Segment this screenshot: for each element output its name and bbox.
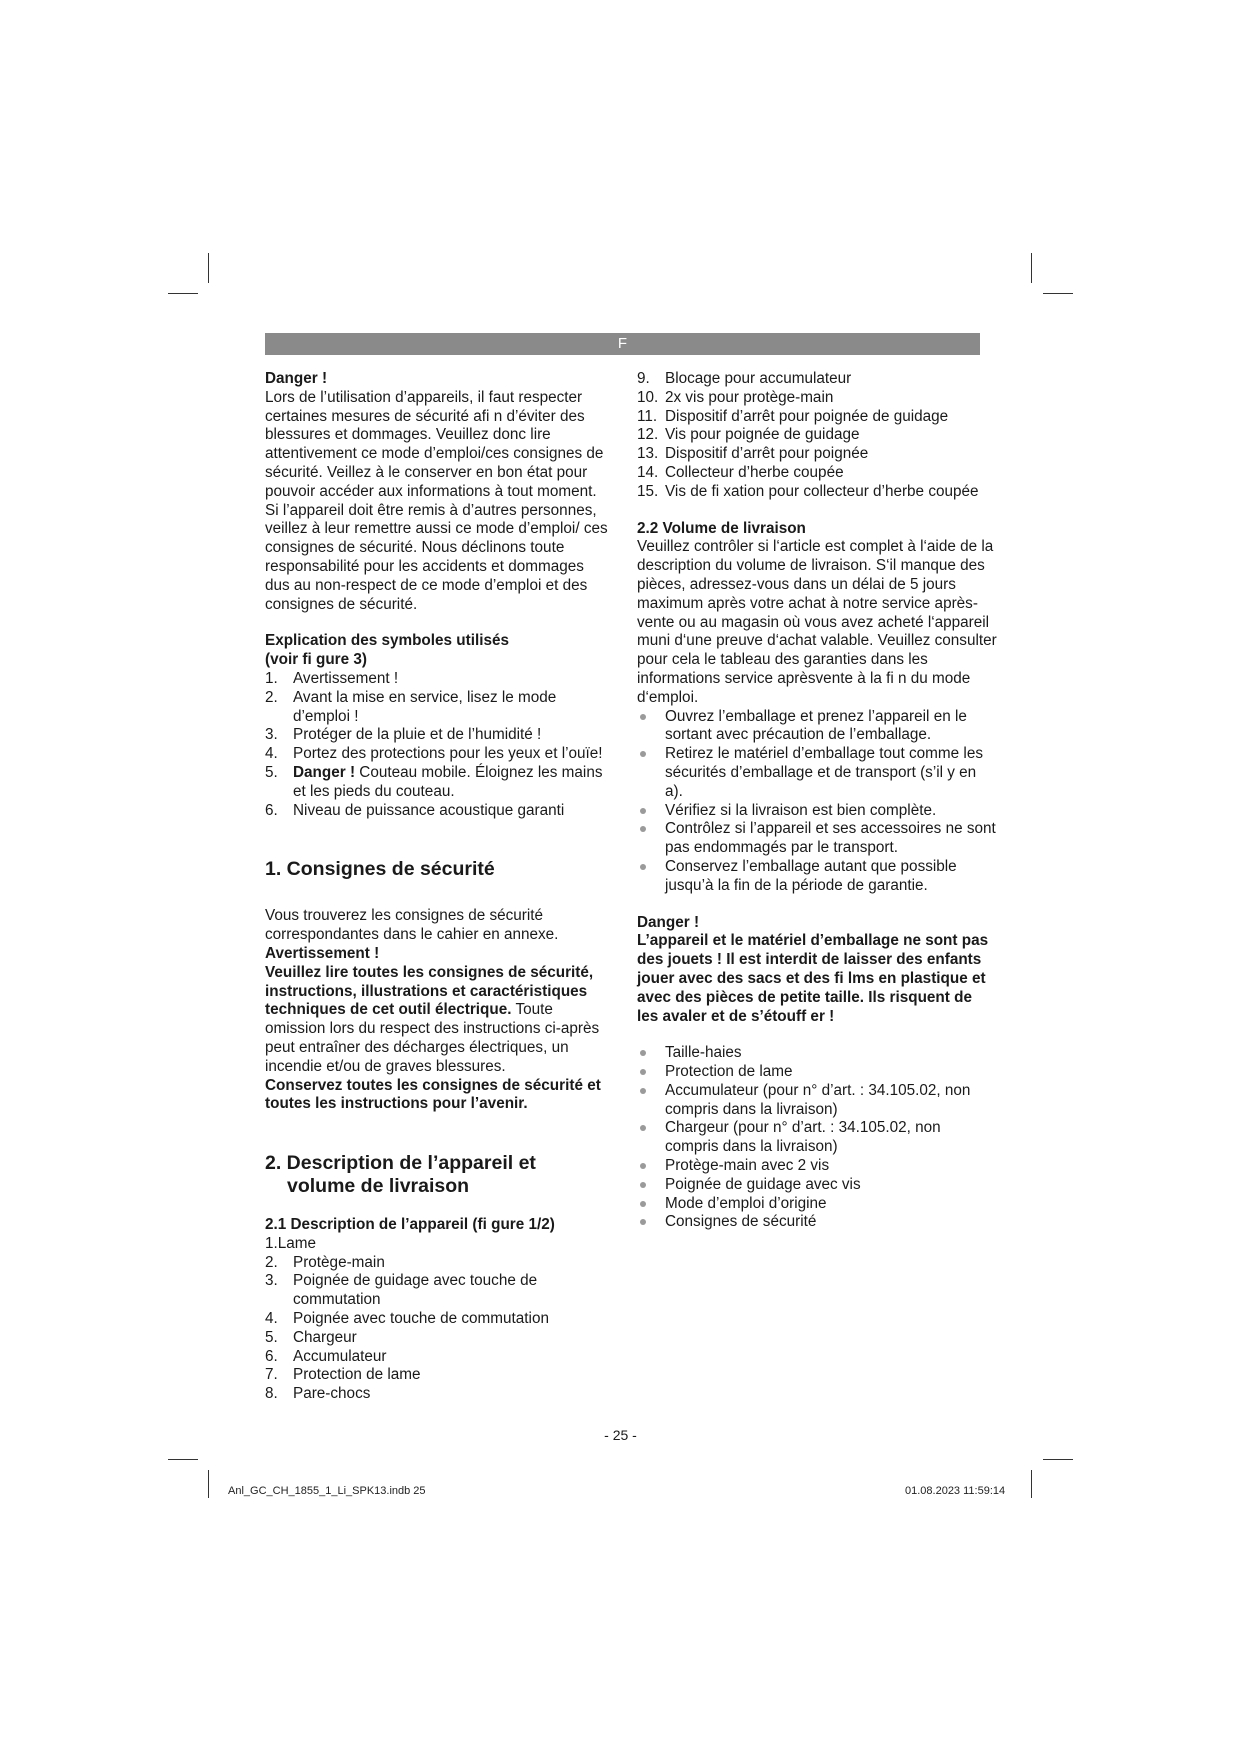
list-item: 7. Protection de lame — [265, 1366, 421, 1384]
section-2-title: 2. Description de l’appareil et volume de livraison — [265, 1152, 536, 1198]
list-item: 13. Dispositif d’arrêt pour poignée — [637, 445, 869, 463]
list-item: Taille-haies — [637, 1044, 997, 1063]
list-item: 6. Niveau de puissance acoustique garanti — [265, 801, 565, 819]
crop-mark — [168, 293, 198, 294]
list-item: Poignée de guidage avec vis — [637, 1176, 997, 1195]
list-item: Mode d’emploi d’origine — [637, 1195, 997, 1214]
list-item: Chargeur (pour n° d’art. : 34.105.02, non compris dans la livraison) — [637, 1119, 997, 1157]
list-item: 1.Lame — [265, 1234, 317, 1252]
danger-2-paragraph: L’appareil et le matériel d’emballage ne sont pas des jouets ! Il est interdit de laisser des enfants jouer avec des sacs et des fi lms en plastique et avec des pièces de petite taille. Ils risquent de les avaler et de s’étouff er ! — [637, 932, 989, 1025]
footer-file-name: Anl_GC_CH_1855_1_Li_SPK13.indb 25 — [228, 1485, 426, 1497]
list-item: 14. Collecteur d’herbe coupée — [637, 463, 844, 481]
danger-paragraph: Lors de l’utilisation d’appareils, il faut respecter certaines mesures de sécurité afi n d’éviter des blessures et dommages. Veuillez donc lire attentivement ce mode d’emploi/ces consignes de sécurité. Veillez à le conserver en bon état pour pouvoir accéder aux informations à tout moment. Si l’appareil doit être remis à d’autres personnes, veillez à leur remettre aussi ce mode d’emploi/ ces consignes de sécurité. Nous déclinons toute responsabilité pour les accidents et dommages dus au non-respect de ce mode d’emploi et des consignes de sécurité. — [265, 388, 608, 613]
list-item: Conservez l’emballage autant que possible jusqu’à la fin de la période de garantie. — [637, 858, 997, 896]
crop-mark — [1031, 1470, 1032, 1498]
unpacking-steps-list — [637, 708, 997, 896]
page-number: - 25 - — [604, 1427, 637, 1443]
crop-mark — [208, 253, 209, 283]
list-item: Contrôlez si l’appareil et ses accessoires ne sont pas endommagés par le transport. — [637, 820, 997, 858]
parts-list-continued — [637, 370, 997, 502]
danger-heading: Danger ! — [265, 370, 328, 387]
symbols-list — [265, 670, 610, 820]
list-item: 11. Dispositif d’arrêt pour poignée de guidage — [637, 407, 949, 425]
list-item: 9. Blocage pour accumulateur — [637, 370, 852, 387]
list-item: 10. 2x vis pour protège-main — [637, 388, 834, 406]
section-1-title: 1. Consignes de sécurité — [265, 858, 495, 881]
list-item: 2. Avant la mise en service, lisez le mode d’emploi ! — [265, 688, 557, 725]
list-item: Consignes de sécurité — [637, 1213, 997, 1232]
list-item: Ouvrez l’emballage et prenez l’appareil en le sortant avec précaution de l’emballage. — [637, 708, 997, 746]
language-header-bar: F — [265, 333, 980, 355]
list-item: 3. Protéger de la pluie et de l’humidité ! — [265, 726, 542, 744]
symbols-subheading: (voir fi gure 3) — [265, 651, 367, 669]
warning-paragraph: Veuillez lire toutes les consignes de sécurité, instructions, illustrations et caractéristiques techniques de cet outil électrique. Toute omission lors du respect des instructions ci-après peut entraîner des décharges électriques, un incendie et/ou de graves blessures. — [265, 963, 600, 1075]
delivery-paragraph: Veuillez contrôler si l‘article est complet à l‘aide de la description du volume de livraison. S‘il manque des pièces, adressez-vous dans un délai de 5 jours maximum après votre achat à notre service après-vente ou au magasin où vous avez acheté l‘appareil muni d‘une preuve d‘achat valable. Veuillez consulter pour cela le tableau des garanties dans les informations service aprèsvente à la fi n du mode d‘emploi. — [637, 538, 997, 706]
keep-instructions: Conservez toutes les consignes de sécurité et toutes les instructions pour l’avenir. — [265, 1076, 601, 1113]
list-item: Protection de lame — [637, 1063, 997, 1082]
warning-heading: Avertissement ! — [265, 944, 380, 962]
list-item: 5. Danger ! Couteau mobile. Éloignez les mains et les pieds du couteau. — [265, 763, 603, 800]
list-item: 12. Vis pour poignée de guidage — [637, 426, 860, 444]
list-item: Accumulateur (pour n° d’art. : 34.105.02, non compris dans la livraison) — [637, 1082, 997, 1120]
footer-timestamp: 01.08.2023 11:59:14 — [905, 1485, 1006, 1497]
list-item: 4. Portez des protections pour les yeux et l’ouïe! — [265, 745, 603, 763]
list-item: 4. Poignée avec touche de commutation — [265, 1310, 549, 1328]
symbols-heading: Explication des symboles utilisés — [265, 632, 509, 650]
crop-mark — [208, 1470, 209, 1498]
list-item: Protège-main avec 2 vis — [637, 1157, 997, 1176]
list-item: 15. Vis de fi xation pour collecteur d’herbe coupée — [637, 482, 979, 500]
parts-list — [265, 1235, 610, 1404]
danger-2-heading: Danger ! — [637, 913, 700, 931]
crop-mark — [1043, 293, 1073, 294]
list-item: 6. Accumulateur — [265, 1347, 387, 1365]
list-item: 8. Pare-chocs — [265, 1385, 371, 1403]
crop-mark — [1043, 1459, 1073, 1460]
subsection-2-2-title: 2.2 Volume de livraison — [637, 519, 806, 537]
list-item: 3. Poignée de guidage avec touche de commutation — [265, 1272, 538, 1309]
delivery-contents-list — [637, 1044, 997, 1232]
crop-mark — [168, 1459, 198, 1460]
right-column — [637, 370, 997, 1232]
list-item: 5. Chargeur — [265, 1328, 357, 1346]
list-item: 1. Avertissement ! — [265, 669, 399, 687]
subsection-2-1-title: 2.1 Description de l’appareil (fi gure 1/2) — [265, 1216, 555, 1234]
list-item: Retirez le matériel d’emballage tout comme les sécurités d’emballage et de transport (s’il y en a). — [637, 745, 997, 801]
section-1-intro: Vous trouverez les consignes de sécurité correspondantes dans le cahier en annexe. — [265, 907, 559, 944]
crop-mark — [1031, 253, 1032, 283]
left-column — [265, 370, 610, 1404]
list-item: 2. Protège-main — [265, 1253, 385, 1271]
list-item: Vérifiez si la livraison est bien complète. — [637, 802, 997, 821]
